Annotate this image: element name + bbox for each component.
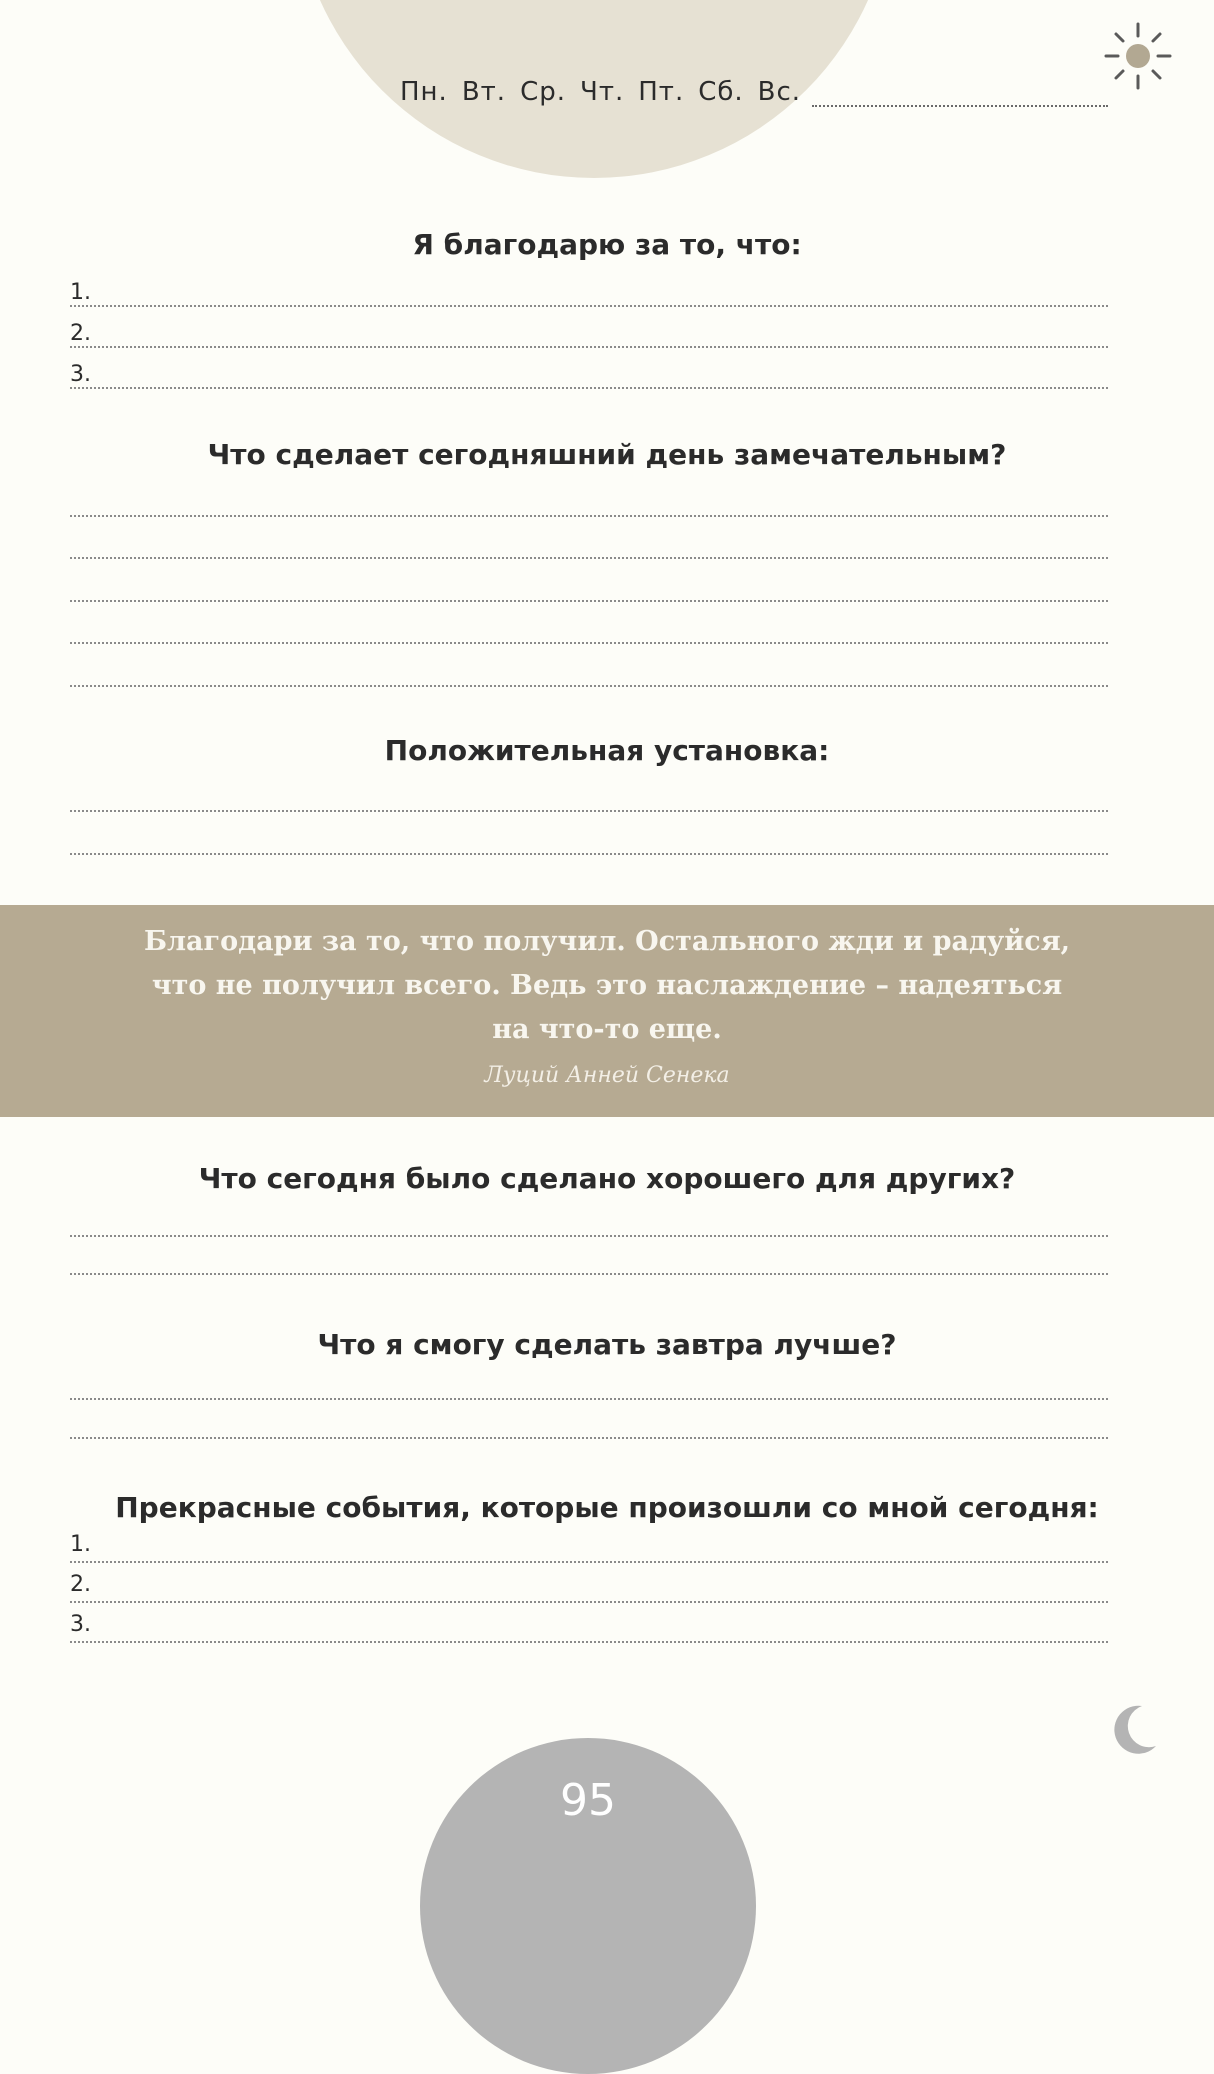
better-tomorrow-heading: Что я смогу сделать завтра лучше? bbox=[317, 1328, 897, 1361]
moon-icon bbox=[1102, 1700, 1162, 1760]
gratitude-number-2: 2. bbox=[70, 321, 91, 346]
weekday-thu[interactable]: Чт. bbox=[580, 77, 625, 107]
gratitude-line-1[interactable] bbox=[70, 305, 1108, 307]
good-for-others-line-2[interactable] bbox=[70, 1273, 1108, 1275]
beautiful-events-number-1: 1. bbox=[70, 1532, 91, 1557]
beautiful-events-line-3[interactable] bbox=[70, 1641, 1108, 1643]
gratitude-line-3[interactable] bbox=[70, 387, 1108, 389]
wonderful-day-line-4[interactable] bbox=[70, 642, 1108, 644]
good-for-others-heading: Что сегодня было сделано хорошего для других? bbox=[198, 1162, 1016, 1195]
gratitude-line-2[interactable] bbox=[70, 346, 1108, 348]
beautiful-events-heading: Прекрасные события, которые произошли со мной сегодня: bbox=[115, 1491, 1099, 1524]
weekday-sun[interactable]: Вс. bbox=[757, 77, 802, 107]
sun-icon bbox=[1100, 18, 1176, 94]
weekday-selector bbox=[400, 77, 815, 107]
beautiful-events-line-1[interactable] bbox=[70, 1561, 1108, 1563]
page-number: 95 bbox=[560, 1775, 616, 1826]
affirmation-line-2[interactable] bbox=[70, 853, 1108, 855]
beautiful-events-number-2: 2. bbox=[70, 1572, 91, 1597]
quote-line-1: Благодари за то, что получил. Остального жди и радуйся, bbox=[143, 926, 1071, 957]
affirmation-heading: Положительная установка: bbox=[384, 734, 830, 767]
weekday-fri[interactable]: Пт. bbox=[638, 77, 685, 107]
wonderful-day-heading: Что сделает сегодняшний день замечательным? bbox=[207, 438, 1007, 471]
affirmation-line-1[interactable] bbox=[70, 810, 1108, 812]
gratitude-number-1: 1. bbox=[70, 280, 91, 305]
quote-line-2: что не получил всего. Ведь это наслаждение – надеяться bbox=[151, 970, 1063, 1001]
better-tomorrow-line-1[interactable] bbox=[70, 1398, 1108, 1400]
wonderful-day-line-1[interactable] bbox=[70, 515, 1108, 517]
gratitude-heading: Я благодарю за то, что: bbox=[412, 228, 802, 261]
weekday-wed[interactable]: Ср. bbox=[520, 77, 567, 107]
wonderful-day-line-3[interactable] bbox=[70, 600, 1108, 602]
good-for-others-line-1[interactable] bbox=[70, 1235, 1108, 1237]
gratitude-number-3: 3. bbox=[70, 362, 91, 387]
weekday-tue[interactable]: Вт. bbox=[461, 77, 507, 107]
wonderful-day-line-2[interactable] bbox=[70, 557, 1108, 559]
quote-author: Луций Анней Сенека bbox=[484, 1063, 730, 1088]
quote-line-3: на что-то еще. bbox=[492, 1014, 722, 1045]
date-field[interactable] bbox=[812, 105, 1108, 107]
beautiful-events-number-3: 3. bbox=[70, 1612, 91, 1637]
weekday-sat[interactable]: Сб. bbox=[698, 77, 744, 107]
weekday-mon[interactable]: Пн. bbox=[400, 77, 448, 107]
beautiful-events-line-2[interactable] bbox=[70, 1601, 1108, 1603]
wonderful-day-line-5[interactable] bbox=[70, 685, 1108, 687]
better-tomorrow-line-2[interactable] bbox=[70, 1437, 1108, 1439]
